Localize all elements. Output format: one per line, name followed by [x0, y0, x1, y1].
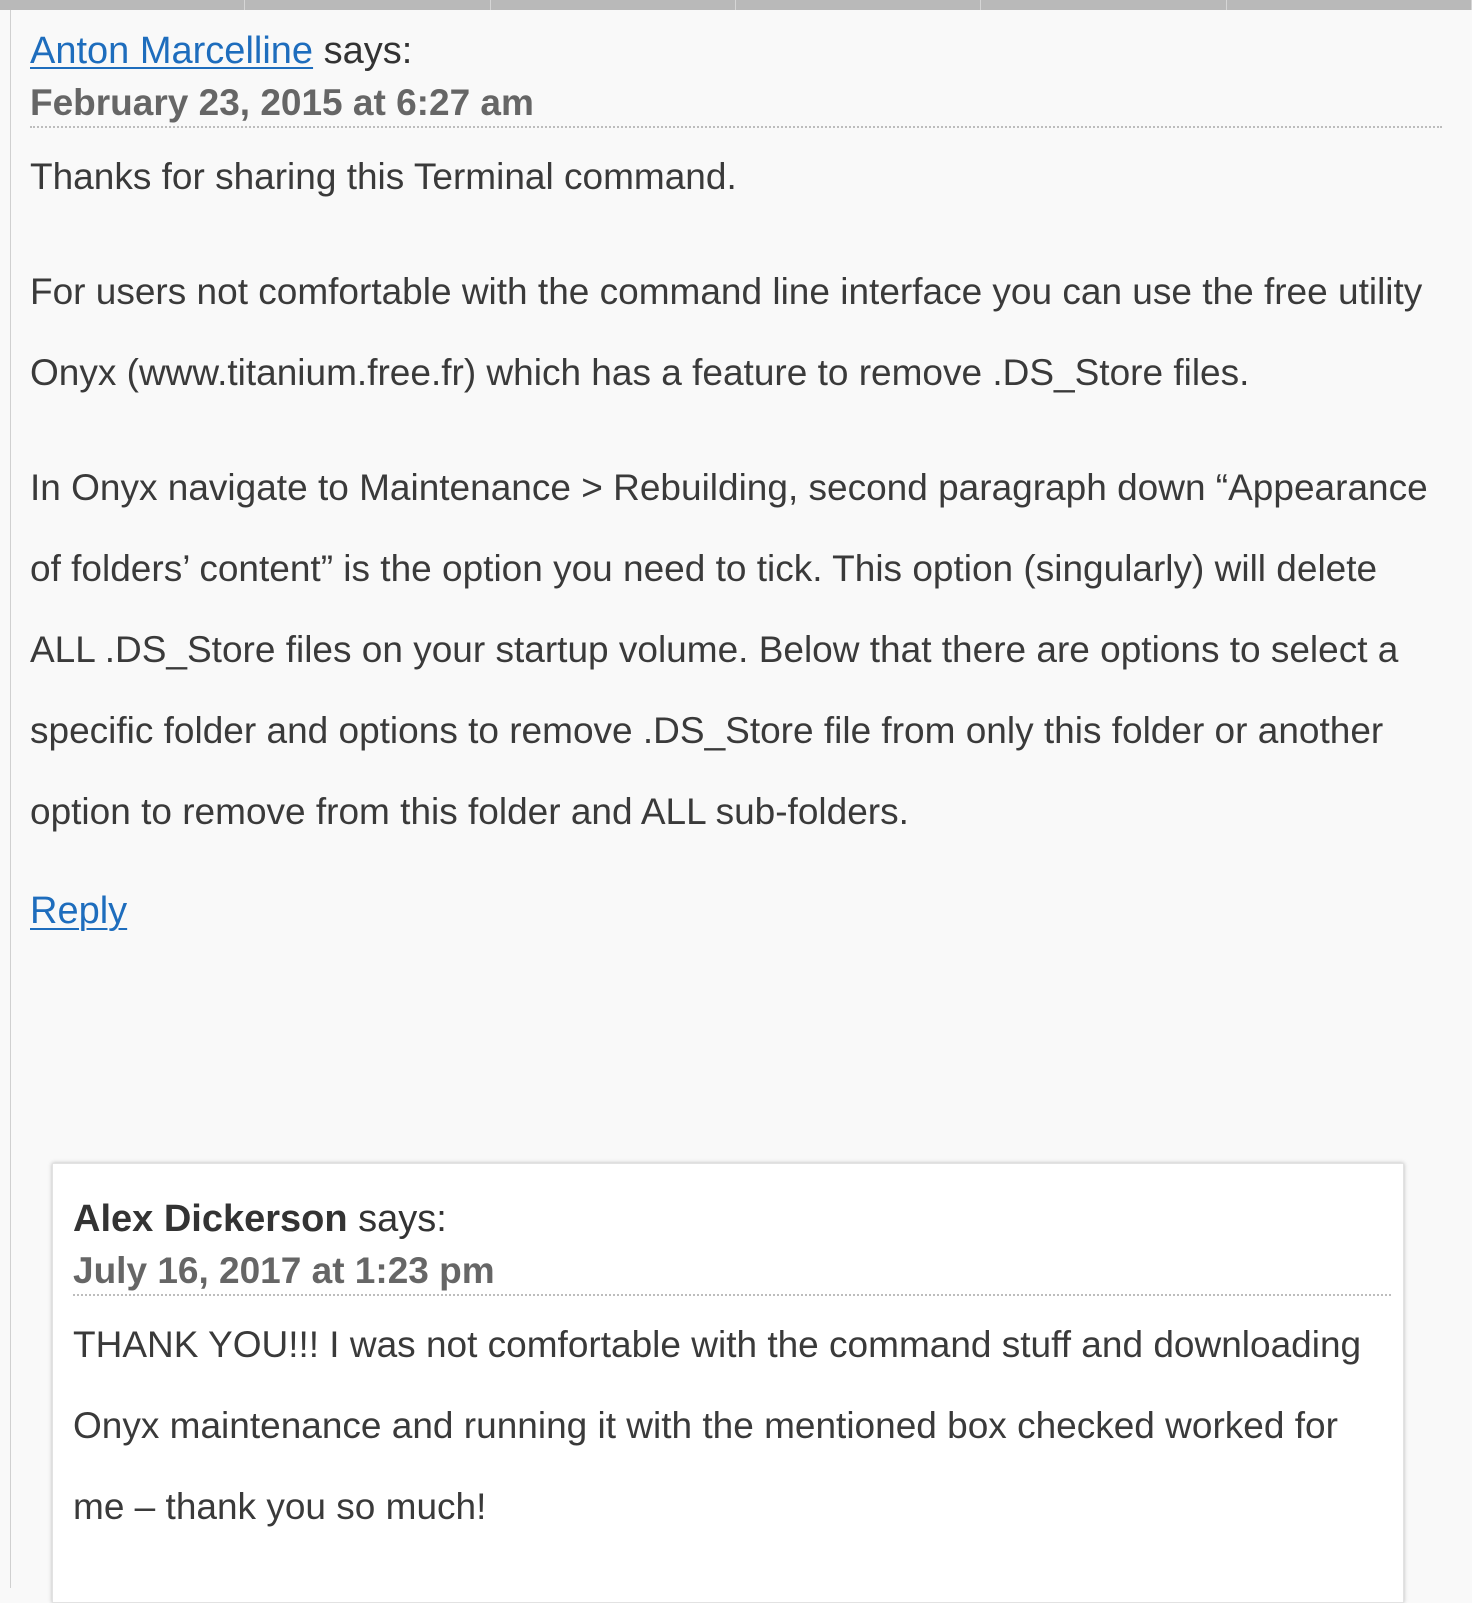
top-strip-segment [245, 0, 490, 10]
comment-author-line [73, 1192, 1391, 1246]
comment-author-name: Alex Dickerson [73, 1198, 348, 1240]
comment-body [73, 1304, 1391, 1547]
top-strip-segment [0, 0, 245, 10]
top-strip-segment [1227, 0, 1472, 10]
comment-author-link[interactable]: Anton Marcelline [30, 30, 314, 72]
comment-paragraph: In Onyx navigate to Maintenance > Rebuilding, second paragraph down “Appearance of folders’ content” is the option you need to tick. This option (singularly) will delete ALL .DS_Store files on your startup volume. Below that there are options to select a specific folder and options to remove .DS_Store file from only this folder or another option to remove from this folder and ALL sub-folders. [30, 467, 1428, 832]
says-label: says: [358, 1198, 447, 1240]
comment-date-text: February 23, 2015 at 6:27 am [30, 82, 534, 123]
top-strip-segment [981, 0, 1226, 10]
says-label: says: [323, 30, 413, 72]
comment-paragraph: For users not comfortable with the command line interface you can use the free utility Onyx (www.titanium.free.fr) which has a feature to remove .DS_Store files. [30, 271, 1423, 393]
top-strip-segment [736, 0, 981, 10]
comment-date [73, 1246, 1391, 1296]
left-border-rule [10, 10, 11, 1588]
comment-paragraph: THANK YOU!!! I was not comfortable with the command stuff and downloading Onyx maintenance and running it with the mentioned box checked worked for me – thank you so much! [73, 1324, 1362, 1527]
reply-comment-inner [73, 1192, 1391, 1581]
comment-date-text: July 16, 2017 at 1:23 pm [73, 1250, 495, 1291]
top-strip-segment [491, 0, 736, 10]
comment-paragraph: Thanks for sharing this Terminal command. [30, 156, 737, 197]
top-border-strip [0, 0, 1472, 10]
comment-body [30, 136, 1442, 852]
reply-comment-alex [52, 1163, 1404, 1603]
comment-author-line [30, 24, 1442, 78]
comment-date [30, 78, 1442, 128]
comment-anton [30, 24, 1442, 933]
reply-link[interactable]: Reply [30, 890, 128, 932]
